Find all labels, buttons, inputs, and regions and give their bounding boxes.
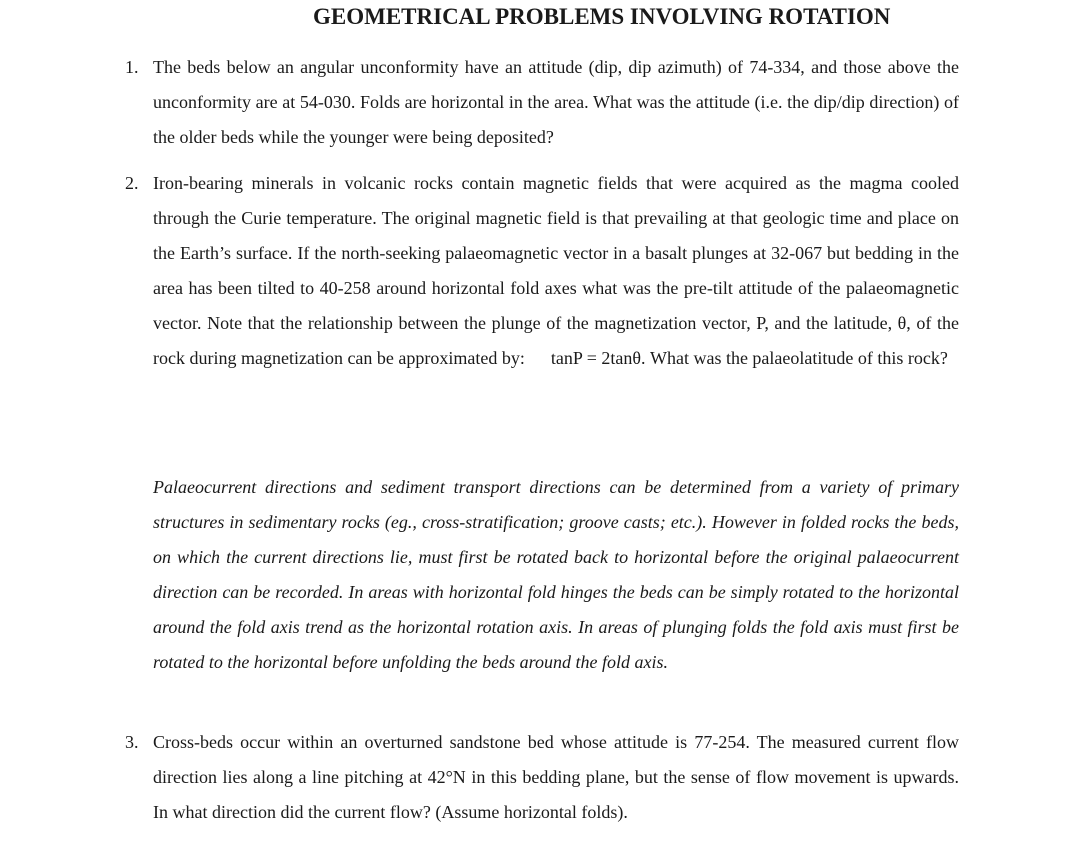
equation: tanP = 2tanθ. What was the palaeolatitude of this rock? — [550, 348, 948, 368]
problem-text: The beds below an angular unconformity have an attitude (dip, dip azimuth) of 74-334, and those above the unconformity are at 54-030. Folds are horizontal in the area. What was the attitude (i.e. the dip/dip direction) of the older beds while the younger were being deposited? — [153, 57, 959, 147]
problem-text — [153, 166, 959, 376]
palaeocurrent-note: Palaeocurrent directions and sediment transport directions can be determined from a variety of primary structures in sedimentary rocks (eg., cross-stratification; groove casts; etc.). However in folded rocks the beds, on which the current directions lie, must first be rotated back to horizontal before the original palaeocurrent direction can be recorded. In areas with horizontal fold hinges the beds can be simply rotated to the horizontal around the fold axis trend as the horizontal rotation axis. In areas of plunging folds the fold axis must first be rotated to the horizontal before unfolding the beds around the fold axis. — [153, 477, 959, 672]
problem-number: 3. — [125, 732, 139, 752]
problem-body: Iron-bearing minerals in volcanic rocks contain magnetic fields that were acquired as the magma cooled through the Curie temperature. The original magnetic field is that prevailing at that geologic time and place on the Earth’s surface. If the north-seeking palaeomagnetic vector in a basalt plunges at 32-067 but bedding in the area has been tilted to 40-258 around horizontal fold axes what was the pre-tilt attitude of the palaeomagnetic vector. Note that the relationship between the plunge of the magnetization vector, P, and the latitude, θ, of the rock during magnetization can be approximated by: — [153, 173, 959, 368]
problem-number: 2. — [125, 173, 139, 193]
problem-text: Cross-beds occur within an overturned sandstone bed whose attitude is 77-254. The measured current flow direction lies along a line pitching at 42°N in this bedding plane, but the sense of flow movement is upwards. In what direction did the current flow? (Assume horizontal folds). — [153, 732, 959, 822]
problem-number: 1. — [125, 57, 139, 77]
page-title: GEOMETRICAL PROBLEMS INVOLVING ROTATION — [313, 4, 891, 29]
